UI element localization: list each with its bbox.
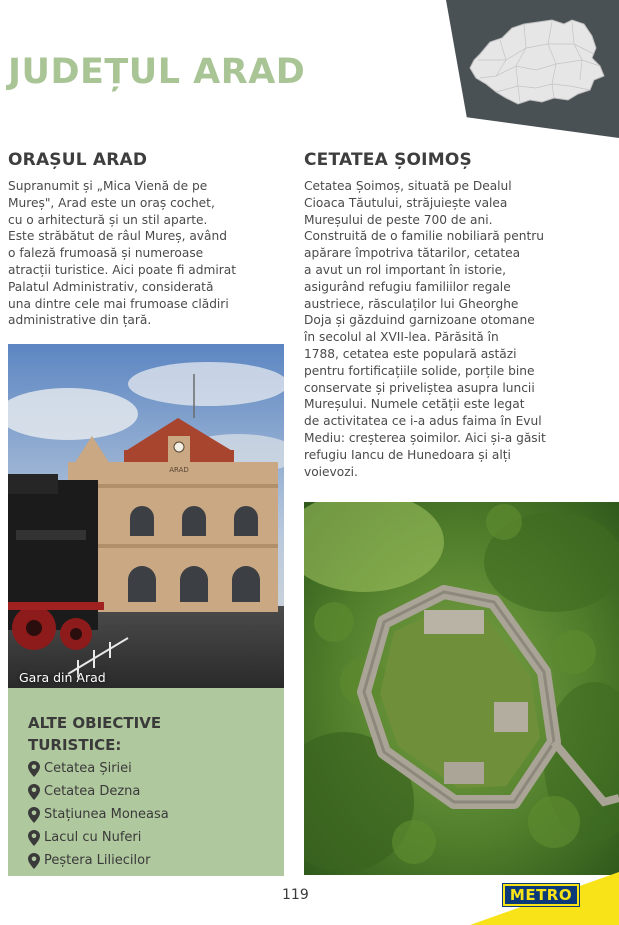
text-line: de activitatea ce i-a adus faima în Evul (304, 414, 542, 429)
text-line: refugiu Iancu de Hunedoara și alți (304, 447, 511, 462)
metro-logo: METRO (503, 884, 579, 906)
fortress-ruins-photo (304, 502, 619, 875)
text-line: atracții turistice. Aici poate fi admirat (8, 262, 236, 277)
text-line: voievozi. (304, 464, 358, 479)
text-line: apărare împotriva tătarilor, cetatea (304, 246, 521, 261)
location-pin-icon (28, 853, 40, 869)
text-line: Mureșului de peste 700 de ani. (304, 212, 493, 227)
sight-name: Cetatea Dezna (44, 784, 141, 799)
location-pin-icon (28, 830, 40, 846)
sight-name: Lacul cu Nuferi (44, 830, 142, 845)
sight-name: Stațiunea Moneasa (44, 807, 169, 822)
other-sights-box (8, 688, 284, 876)
text-line: austriece, răsculaților lui Gheorghe (304, 296, 519, 311)
text-line: asigurând refugiu familiilor regale (304, 279, 511, 294)
location-pin-icon (28, 761, 40, 777)
text-line: o faleză frumoasă și numeroase (8, 246, 204, 261)
text-line: Cetatea Șoimoș, situată pe Dealul (304, 179, 512, 193)
text-line: Mureșului. Numele cetății este legat (304, 397, 525, 412)
section-heading-arad: ORAȘUL ARAD (8, 150, 148, 170)
text-line: pentru fortificațiile solide, porțile bine (304, 363, 535, 378)
train-station-photo (8, 344, 284, 688)
text-line: Este străbătut de râul Mureș, având (8, 229, 227, 244)
text-line: 1788, cetatea este populară astăzi (304, 346, 517, 361)
text-line: cu o arhitectură și un stil aparte. (8, 212, 208, 227)
text-line: Doja și găzduind garnizoane otomane (304, 313, 535, 328)
list-item (28, 849, 169, 872)
section-text-soimos (304, 178, 584, 480)
section-heading-soimos: CETATEA ȘOIMOȘ (304, 150, 472, 170)
text-line: Supranumit și „Mica Vienă de pe (8, 179, 208, 193)
section-text-arad (8, 178, 280, 329)
list-item (28, 826, 169, 849)
text-line: conservate și priveliștea asupra luncii (304, 380, 535, 395)
location-pin-icon (28, 784, 40, 800)
text-line: Mediu: creșterea șoimilor. Aici și-a găsit (304, 430, 546, 445)
list-item (28, 757, 169, 780)
station-sign: ARAD (169, 466, 189, 474)
romania-map-icon (460, 14, 610, 114)
photo-caption: Gara din Arad (19, 670, 106, 685)
page-title: JUDEȚUL ARAD (8, 52, 306, 92)
location-pin-icon (28, 807, 40, 823)
romania-map (446, 0, 619, 138)
text-line: Cioaca Tăutului, străjuiește valea (304, 195, 508, 210)
text-line: în secolul al XVII-lea. Părăsită în (304, 330, 499, 345)
text-line: a avut un rol important în istorie, (304, 262, 506, 277)
text-line: Construită de o familie nobiliară pentru (304, 229, 545, 244)
other-sights-list (28, 757, 169, 872)
list-item (28, 780, 169, 803)
list-item (28, 803, 169, 826)
other-sights-title: ALTE OBIECTIVE TURISTICE: (28, 714, 162, 754)
sight-name: Peștera Liliecilor (44, 853, 151, 868)
text-line: administrative din țară. (8, 313, 152, 328)
text-line: Mureș", Arad este un oraș cochet, (8, 195, 215, 210)
page-number: 119 (282, 887, 309, 903)
text-line: Palatul Administrativ, considerată (8, 279, 214, 294)
text-line: una dintre cele mai frumoase clădiri (8, 296, 229, 311)
sight-name: Cetatea Șiriei (44, 761, 132, 776)
